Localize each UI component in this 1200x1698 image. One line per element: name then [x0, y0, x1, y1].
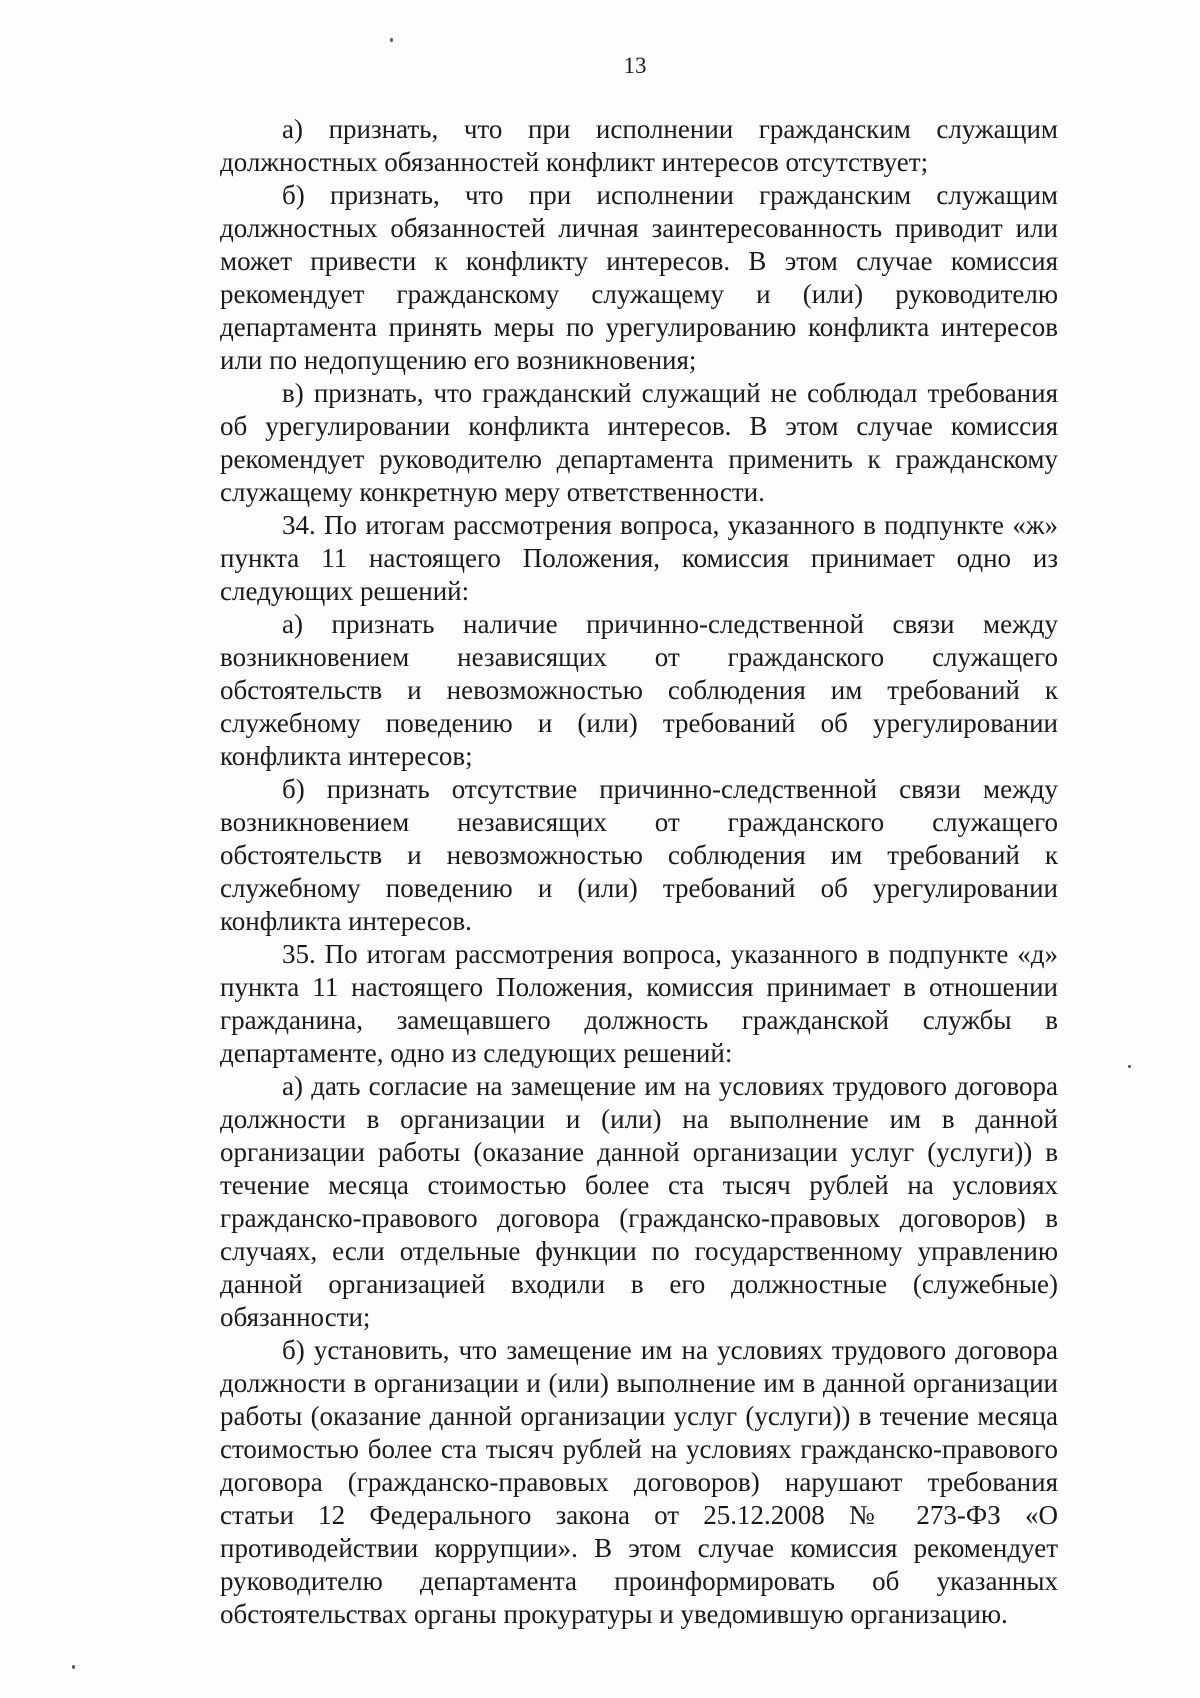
page-number: 13	[623, 53, 647, 78]
scan-speck	[390, 38, 393, 42]
paragraph-34b: б) признать отсутствие причинно-следственной связи между возникновением независящих от гражданского служащего обстоятельств и невозможностью соблюдения им требований к служебному поведению и (или) требований об урегулировании конфликта интересов.	[220, 774, 1058, 936]
paragraph-34: 34. По итогам рассмотрения вопроса, указанного в подпункте «ж» пункта 11 настоящего Положения, комиссия принимает одно из следующих решений:	[220, 510, 1058, 606]
paragraph-35a: а) дать согласие на замещение им на условиях трудового договора должности в организации и (или) на выполнение им в данной организации работы (оказание данной организации услуг (услуги)) в течение месяца стоимостью более ста тысяч рублей на условиях гражданско-правового договора (гражданско-правовых договоров) в случаях, если отдельные функции по государственному управлению данной организацией входили в его должностные (служебные) обязанности;	[220, 1071, 1058, 1332]
document-body	[220, 113, 1058, 1631]
scan-speck	[1128, 1065, 1131, 1068]
paragraph-33c: в) признать, что гражданский служащий не соблюдал требования об урегулировании конфликта интересов. В этом случае комиссия рекомендует руководителю департамента применить к гражданскому служащему конкретную меру ответственности.	[220, 378, 1058, 507]
paragraph-35: 35. По итогам рассмотрения вопроса, указанного в подпункте «д» пункта 11 настоящего Положения, комиссия принимает в отношении гражданина, замещавшего должность гражданской службы в департаменте, одно из следующих решений:	[220, 939, 1058, 1068]
scan-speck	[72, 1665, 75, 1669]
paragraph-33b: б) признать, что при исполнении гражданским служащим должностных обязанностей личная заинтересованность приводит или может привести к конфликту интересов. В этом случае комиссия рекомендует гражданскому служащему и (или) руководителю департамента принять меры по урегулированию конфликта интересов или по недопущению его возникновения;	[220, 180, 1058, 375]
paragraph-33a: а) признать, что при исполнении гражданским служащим должностных обязанностей конфликт интересов отсутствует;	[220, 114, 1058, 177]
paragraph-35b: б) установить, что замещение им на условиях трудового договора должности в организации и (или) выполнение им в данной организации работы (оказание данной организации услуг (услуги)) в течение месяца стоимостью более ста тысяч рублей на условиях гражданско-правового договора (гражданско-правовых договоров) нарушают требования статьи 12 Федерального закона от 25.12.2008 № 273-ФЗ «О противодействии коррупции». В этом случае комиссия рекомендует руководителю департамента проинформировать об указанных обстоятельствах органы прокуратуры и уведомившую организацию.	[220, 1335, 1058, 1629]
paragraph-34a: а) признать наличие причинно-следственной связи между возникновением независящих от гражданского служащего обстоятельств и невозможностью соблюдения им требований к служебному поведению и (или) требований об урегулировании конфликта интересов;	[220, 609, 1058, 771]
